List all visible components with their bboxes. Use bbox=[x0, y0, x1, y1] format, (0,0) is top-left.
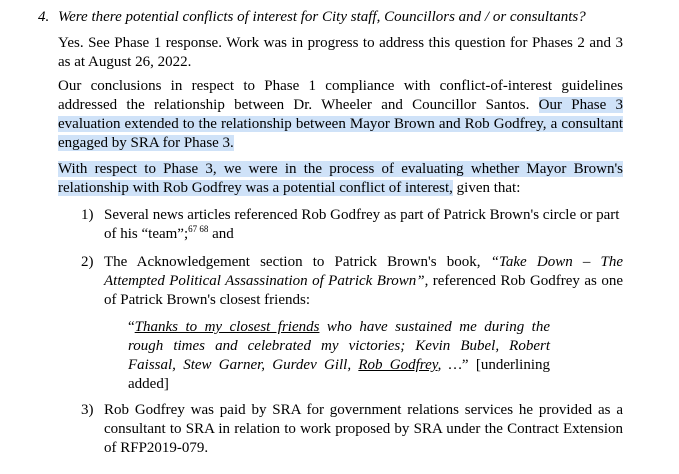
list-number: 3) bbox=[81, 402, 94, 418]
highlighted-text-phase3-relationship: With respect to Phase 3, we were in the process of evaluating whether Mayor Brown's relationship with Rob Godfrey was a potential conflict of interest, bbox=[58, 161, 623, 196]
quote-open-mark: “ bbox=[128, 319, 135, 335]
quote-underlined-phrase: Thanks to my closest friends bbox=[134, 319, 320, 335]
list-item-1 bbox=[81, 206, 623, 244]
paragraph-conclusions bbox=[58, 77, 623, 153]
highlighted-text-phase3-evaluation: Our Phase 3 evaluation extended to the relationship between Mayor Brown and Rob Godfrey, a consultant engaged by SRA for Phase 3. bbox=[58, 97, 624, 151]
list-number: 2) bbox=[81, 254, 94, 270]
paragraph-phase3 bbox=[58, 160, 623, 198]
paragraph-phase1-response: Yes. See Phase 1 response. Work was in progress to address this question for Phases 2 and 3 as at August 26, 2022. bbox=[58, 35, 623, 70]
book-title: “Take Down – The Attempted Political Assassination of Patrick Brown” bbox=[104, 254, 623, 289]
block-quote bbox=[128, 318, 550, 394]
footnote-refs: 67 68 bbox=[188, 224, 209, 234]
quote-close-note: ” [underlining added] bbox=[128, 357, 550, 392]
list-item-3 bbox=[81, 401, 623, 458]
list-item-2-tail: , referenced Rob Godfrey as one of Patrick Brown's closest friends: bbox=[104, 273, 623, 308]
paragraph-phase3-text: given that: bbox=[452, 180, 521, 196]
list-item-1-tail: and bbox=[208, 226, 234, 242]
list-item-3-text: Rob Godfrey was paid by SRA for government relations services he provided as a consultant to SRA in relation to work proposed by SRA under the Contract Extension of RFP2019-079. bbox=[104, 402, 623, 456]
list-item-2 bbox=[81, 253, 623, 310]
paragraph-conclusions-text: Our conclusions in respect to Phase 1 compliance with conflict-of-interest guidelines addressed the relationship between Dr. Wheeler and Councillor Santos. bbox=[58, 78, 623, 113]
list-number: 1) bbox=[81, 207, 94, 223]
question-number: 4. bbox=[38, 9, 50, 25]
question-heading bbox=[38, 8, 668, 27]
list-item-1-text: Several news articles referenced Rob Godfrey as part of Patrick Brown's circle or part of his “team”; bbox=[104, 207, 620, 242]
quote-text: who have sustained me during the rough times and celebrated my victories; Kevin Bubel, Robert Faissal, Stew Garner, Gurdev Gill, bbox=[128, 319, 550, 373]
question-text: Were there potential conflicts of interest for City staff, Councillors and / or consultants? bbox=[58, 9, 586, 25]
quote-ellipsis: , … bbox=[437, 357, 462, 373]
list-item-2-text: The Acknowledgement section to Patrick Brown's book, bbox=[104, 254, 491, 270]
quote-underlined-name: Rob Godfrey bbox=[358, 357, 438, 373]
